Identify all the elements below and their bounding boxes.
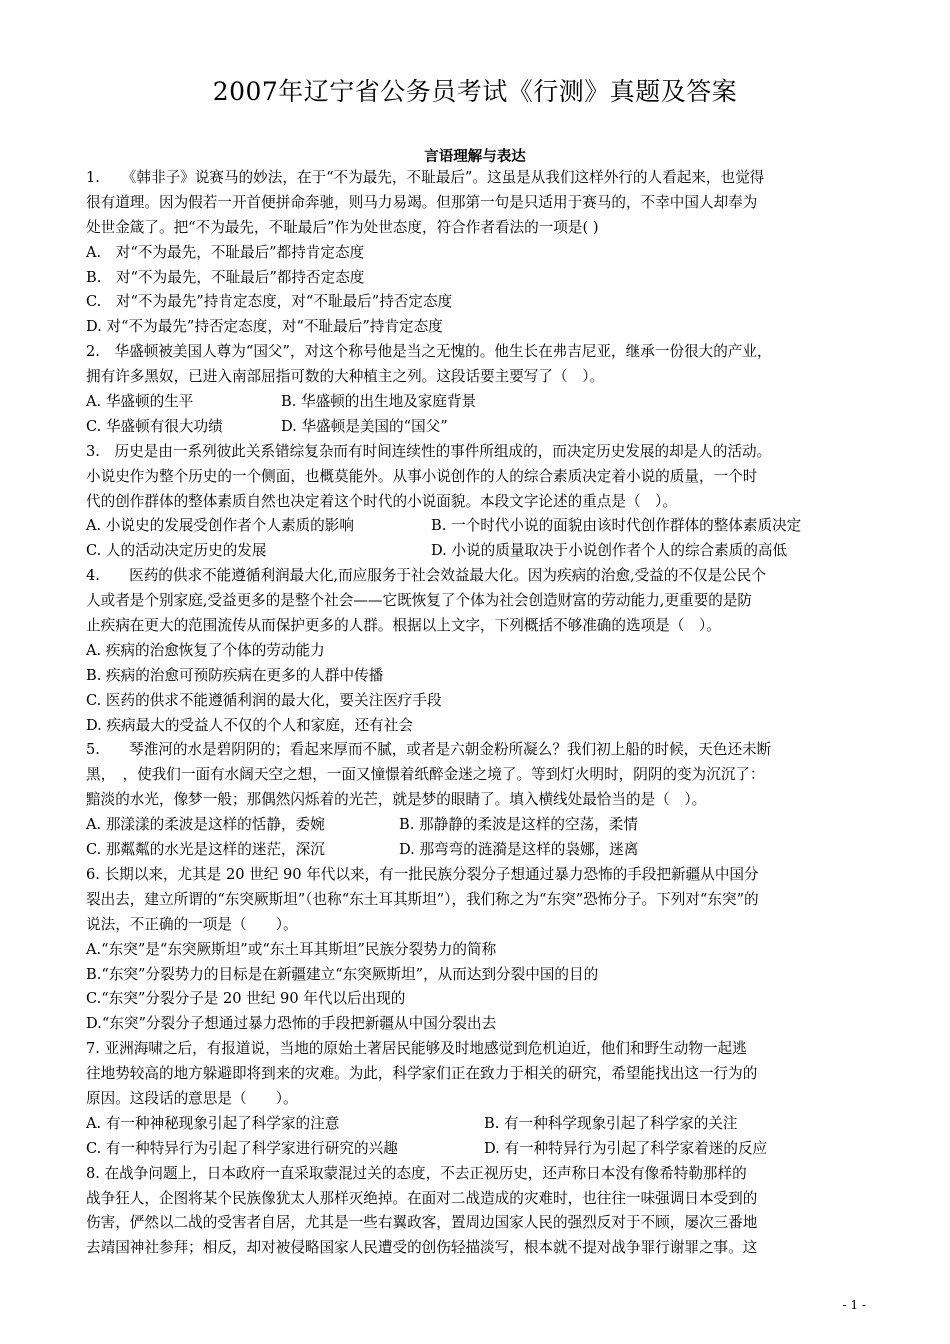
text-line: 往地势较高的地方躲避即将到来的灾难。为此，科学家们正在致力于相关的研究，希望能找出这一行为的 bbox=[86, 1065, 758, 1083]
option-text: A. 那漾漾的柔波是这样的恬静，委婉 bbox=[86, 816, 325, 834]
option-row bbox=[86, 813, 868, 838]
text-line: 黯淡的水光，像梦一般；那偶然闪烁着的光芒，就是梦的眼睛了。填入横线处最恰当的是（ ）。 bbox=[86, 791, 707, 809]
text-line: 3. 历史是由一系列彼此关系错综复杂而有时间连续性的事件所组成的，而决定历史发展的却是人的活动。 bbox=[86, 442, 772, 460]
text-line: 止疾病在更大的范围流传从而保护更多的人群。根据以上文字，下列概括不够准确的选项是（ ）。 bbox=[86, 617, 721, 635]
text-line: A. 对“不为最先，不耻最后”都持肯定态度 bbox=[86, 243, 365, 261]
text-line: 5. 琴淮河的水是碧阴阴的；看起来厚而不腻，或者是六朝金粉所凝么？我们初上船的时候，天色还未断 bbox=[86, 741, 772, 759]
option-text: D. 那弯弯的涟漪是这样的袅娜，迷离 bbox=[399, 841, 639, 859]
option-text: D. 小说的质量取决于小说创作者个人的综合素质的高低 bbox=[431, 542, 788, 560]
option-text: A. 有一种神秘现象引起了科学家的注意 bbox=[86, 1114, 340, 1132]
option-row bbox=[86, 415, 868, 440]
text-line: 代的创作群体的整体素质自然也决定着这个时代的小说面貌。本段文字论述的重点是（ ）。 bbox=[86, 492, 678, 510]
option-row bbox=[86, 514, 868, 539]
text-line: A.“东突”是“东突厥斯坦”或“东土耳其斯坦”民族分裂势力的简称 bbox=[86, 940, 497, 958]
option-row bbox=[86, 1112, 868, 1137]
text-line: 裂出去，建立所谓的“东突厥斯坦”（也称“东土耳其斯坦”），我们称之为“东突”恐怖分子。下列对“东突”的 bbox=[86, 890, 759, 908]
text-line: 小说史作为整个历史的一个侧面，也概莫能外。从事小说创作的人的综合素质决定着小说的质量，一个时 bbox=[86, 467, 758, 485]
text-line: C. 医药的供求不能遵循利润的最大化，要关注医疗手段 bbox=[86, 691, 442, 709]
text-line: D. 疾病最大的受益人不仅的个人和家庭，还有社会 bbox=[86, 716, 413, 734]
text-line: 战争狂人，企图将某个民族像犹太人那样灭绝掉。在面对二战造成的灾难时，也往往一味强调日本受到的 bbox=[86, 1189, 758, 1207]
text-line: 说法，不正确的一项是（ ）。 bbox=[86, 915, 298, 933]
text-line: 1. 《韩非子》说赛马的妙法，在于“不为最先，不耻最后”。这虽是从我们这样外行的人看起来，也觉得 bbox=[86, 169, 765, 186]
text-line: 原因。这段话的意思是（ ）。 bbox=[86, 1089, 298, 1107]
text-line: 人或者是个别家庭,受益更多的是整个社会——它既恢复了个体为社会创造财富的劳动能力,更重要的是防 bbox=[86, 592, 753, 610]
text-line: D. 对“不为最先”持否定态度，对“不耻最后”持肯定态度 bbox=[86, 318, 443, 336]
text-line: 8. 在战争问题上，日本政府一直采取蒙混过关的态度，不去正视历史，还声称日本没有像希特勒那样的 bbox=[86, 1164, 747, 1182]
option-text: B. 有一种科学现象引起了科学家的关注 bbox=[484, 1114, 738, 1132]
text-line: D.“东突”分裂分子想通过暴力恐怖的手段把新疆从中国分裂出去 bbox=[86, 1015, 497, 1033]
option-row bbox=[86, 838, 868, 863]
option-row bbox=[86, 539, 868, 564]
option-text: A. 小说史的发展受创作者个人素质的影响 bbox=[86, 517, 354, 535]
option-text: B. 那静静的柔波是这样的空荡，柔情 bbox=[399, 816, 638, 834]
document-body bbox=[86, 166, 868, 1261]
text-line: 拥有许多黑奴，已进入南部屈指可数的大种植主之列。这段话要主要写了（ ）。 bbox=[86, 368, 605, 386]
option-text: B. 一个时代小说的面貌由该时代创作群体的整体素质决定 bbox=[431, 517, 802, 535]
option-text: C. 华盛顿有很大功绩 bbox=[86, 417, 223, 435]
text-line: 6. 长期以来，尤其是 20 世纪 90 年代以来，有一批民族分裂分子想通过暴力恐怖的手段把新疆从中国分 bbox=[86, 865, 759, 883]
text-line: 去靖国神社参拜；相反，却对被侵略国家人民遭受的创伤轻描淡写，根本就不提对战争罪行谢罪之事。这 bbox=[86, 1239, 758, 1257]
text-line: 黑， ，使我们一面有水阔天空之想，一面又憧憬着纸醉金迷之境了。等到灯火明时，阴阴的变为沉沉了： bbox=[86, 766, 765, 784]
text-line: 伤害，俨然以二战的受害者自居，尤其是一些右翼政客，置周边国家人民的强烈反对于不顾，屡次三番地 bbox=[86, 1214, 758, 1232]
option-text: D. 有一种特异行为引起了科学家着迷的反应 bbox=[484, 1139, 768, 1157]
text-line: 处世金箴了。把“不为最先，不耻最后”作为处世态度，符合作者看法的一项是( ) bbox=[86, 218, 599, 236]
text-line: 2. 华盛顿被美国人尊为“国父”，对这个称号他是当之无愧的。他生长在弗吉尼亚，继承一份很大的产业， bbox=[86, 343, 772, 361]
section-heading: 言语理解与表达 bbox=[424, 148, 526, 165]
text-line: A. 疾病的治愈恢复了个体的劳动能力 bbox=[86, 641, 325, 659]
option-text: C. 有一种特异行为引起了科学家进行研究的兴趣 bbox=[86, 1139, 398, 1157]
text-line: 很有道理。因为假若一开首便拼命奔驰，则马力易竭。但那第一句是只适用于赛马的，不幸中国人却奉为 bbox=[86, 193, 758, 211]
option-text: A. 华盛顿的生平 bbox=[86, 393, 194, 411]
text-line: C. 对“不为最先”持肯定态度，对“不耻最后”持否定态度 bbox=[86, 293, 453, 311]
option-row bbox=[86, 390, 868, 415]
option-row bbox=[86, 1137, 868, 1162]
text-line: B. 疾病的治愈可预防疾病在更多的人群中传播 bbox=[86, 666, 384, 684]
document-title: 2007年辽宁省公务员考试《行测》真题及答案 bbox=[212, 77, 738, 106]
text-line: 4. 医药的供求不能遵循利润最大化,而应服务于社会效益最大化。因为疾病的治愈,受益的不仅是公民个 bbox=[86, 567, 766, 585]
option-text: C. 那粼粼的水光是这样的迷茫，深沉 bbox=[86, 841, 325, 859]
option-text: B. 华盛顿的出生地及家庭背景 bbox=[281, 393, 477, 411]
option-text: C. 人的活动决定历史的发展 bbox=[86, 542, 267, 560]
text-line: B. 对“不为最先，不耻最后”都持否定态度 bbox=[86, 268, 365, 286]
text-line: C.“东突”分裂分子是 20 世纪 90 年代以后出现的 bbox=[86, 990, 406, 1008]
page-number: - 1 - bbox=[842, 1298, 866, 1312]
text-line: 7. 亚洲海啸之后，有报道说，当地的原始土著居民能够及时地感觉到危机迫近，他们和野生动物一起逃 bbox=[86, 1040, 747, 1058]
text-line: B.“东突”分裂势力的目标是在新疆建立“东突厥斯坦”，从而达到分裂中国的目的 bbox=[86, 965, 599, 983]
option-text: D. 华盛顿是美国的“国父” bbox=[281, 417, 448, 435]
